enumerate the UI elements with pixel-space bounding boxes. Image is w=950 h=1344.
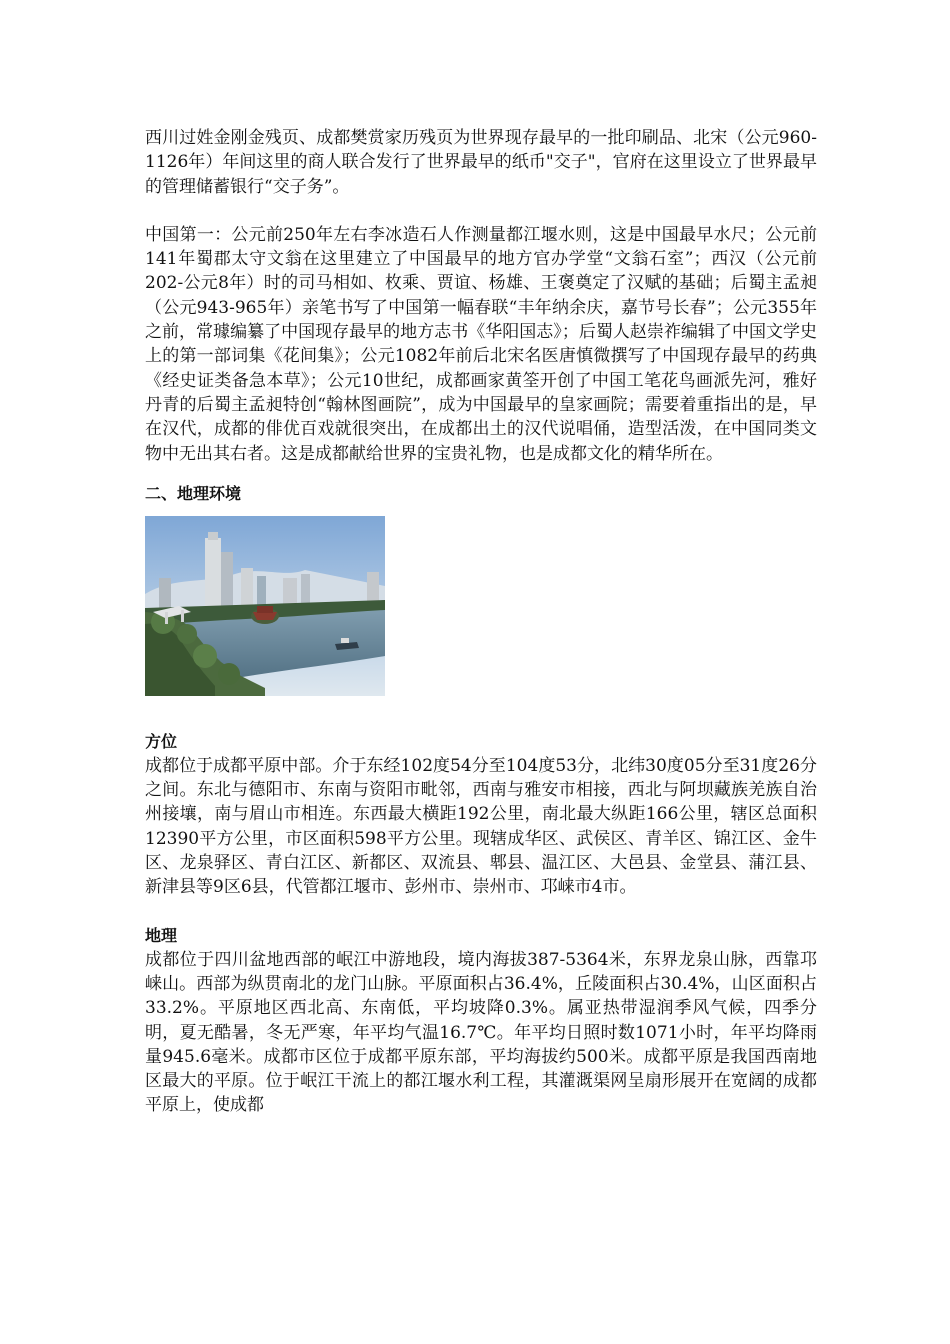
- paragraph-geography: 成都位于四川盆地西部的岷江中游地段，境内海拔387-5364米，东界龙泉山脉，西靠邛崃山。西部为纵贯南北的龙门山脉。平原面积占36.4%，丘陵面积占30.4%，山区面积占33.2%。平原地区西北高、东南低，平均坡降0.3%。属亚热带湿润季风气候，四季分明，夏无酷暑，冬无严寒，年平均气温16.7℃。年平均日照时数1071小时，年平均降雨量945.6毫米。成都市区位于成都平原东部，平均海拔约500米。成都平原是我国西南地区最大的平原。位于岷江干流上的都江堰水利工程，其灌溉渠网呈扇形展开在宽阔的成都平原上，使成都: [145, 949, 817, 1116]
- paragraph-china-firsts: 中国第一：公元前250年左右李冰造石人作测量都江堰水则，这是中国最早水尺；公元前141年蜀郡太守文翁在这里建立了中国最早的地方官办学堂“文翁石室”；西汉（公元前202-公元8年）时的司马相如、枚乘、贾谊、杨雄、王褒奠定了汉赋的基础；后蜀主孟昶（公元943-965年）亲笔书写了中国第一幅春联“丰年纳余庆，嘉节号长春”；公元355年之前，常璩编纂了中国现存最早的地方志书《华阳国志》；后蜀人赵崇祚编辑了中国文学史上的第一部词集《花间集》；公元1082年前后北宋名医唐慎微撰写了中国现存最早的药典《经史证类备急本草》；公元10世纪，成都画家黄筌开创了中国工笔花鸟画派先河，雅好丹青的后蜀主孟昶特创“翰林图画院”，成为中国最早的皇家画院；需要着重指出的是，早在汉代，成都的俳优百戏就很突出，在成都出土的汉代说唱俑，造型活泼，在中国同类文物中无出其右者。这是成都献给世界的宝贵礼物，也是成都文化的精华所在。: [145, 224, 817, 464]
- paragraph-printing-history: 西川过姓金刚金残页、成都樊赏家历残页为世界现存最早的一批印刷品、北宋（公元960-1126年）年间这里的商人联合发行了世界最早的纸币"交子"，官府在这里设立了世界最早的管理储蓄银行“交子务”。: [145, 128, 817, 197]
- subheading-geography: 地理: [145, 925, 178, 945]
- document-page: [145, 126, 817, 1118]
- subheading-location: 方位: [145, 731, 178, 751]
- paragraph-location: 成都位于成都平原中部。介于东经102度54分至104度53分，北纬30度05分至31度26分之间。东北与德阳市、东南与资阳市毗邻，西南与雅安市相接，西北与阿坝藏族羌族自治州接壤，南与眉山市相连。东西最大横距192公里，南北最大纵距166公里，辖区总面积12390平方公里，市区面积598平方公里。现辖成华区、武侯区、青羊区、锦江区、金牛区、龙泉驿区、青白江区、新都区、双流县、郫县、温江区、大邑县、金堂县、蒲江县、新津县等9区6县，代管都江堰市、彭州市、崇州市、邛崃市4市。: [145, 755, 817, 898]
- section-heading-geography: 二、地理环境: [145, 483, 242, 503]
- paragraph-gap: [145, 199, 817, 223]
- city-river-photo: [145, 516, 385, 696]
